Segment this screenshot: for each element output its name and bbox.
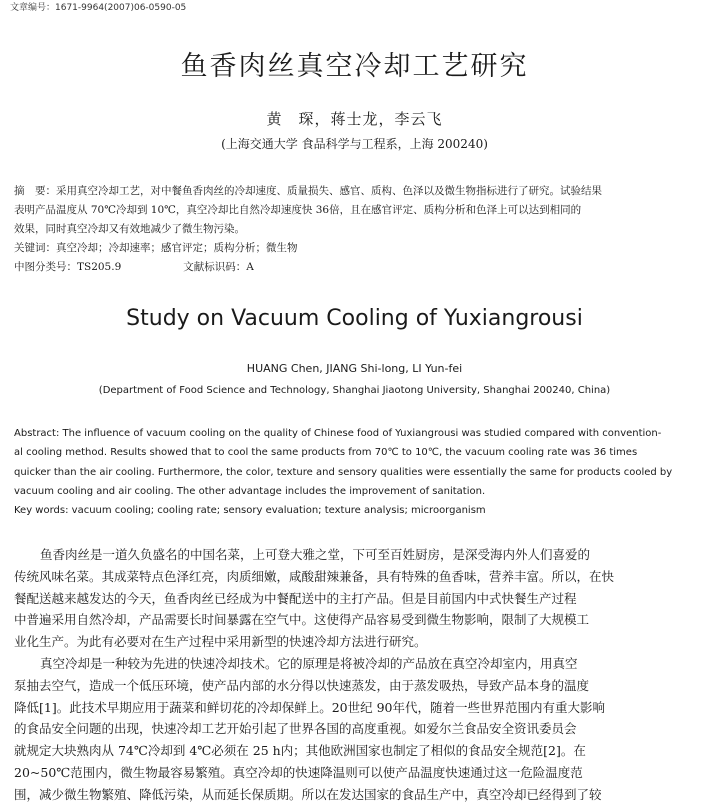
abstract-line: 摘 要：采用真空冷却工艺，对中餐鱼香肉丝的冷却速度、质量损失、感官、质构、色泽以及微生物指标进行了研究。试验结果: [14, 185, 602, 197]
abstract-line: quicker than the air cooling. Furthermore, the color, texture and sensory qualities were essentially the same for products cooled by: [14, 466, 673, 478]
body-line: 传统风味名菜。其成菜特点色泽红亮，肉质细嫩，咸酸甜辣兼备，具有特殊的鱼香味，营养丰富。所以，在快: [14, 568, 615, 584]
body-line: 降低[1]。此技术早期应用于蔬菜和鲜切花的冷却保鲜上。20世纪 90年代，随着一些世界范围内有重大影响: [14, 699, 605, 715]
classification-row: [14, 258, 698, 277]
abstract-line: 效果，同时真空冷却又有效地减少了微生物污染。: [14, 223, 245, 235]
english-title: Study on Vacuum Cooling of Yuxiangrousi: [126, 306, 583, 331]
english-authors: HUANG Chen, JIANG Shi-long, LI Yun-fei: [246, 362, 463, 375]
chinese-affiliation: (上海交通大学 食品科学与工程系，上海 200240): [221, 137, 488, 151]
body-line: 餐配送越来越发达的今天，鱼香肉丝已经成为中餐配送中的主打产品。但是目前国内中式快餐生产过程: [14, 590, 577, 606]
chinese-keywords: 关键词：真空冷却；冷却速率；感官评定；质构分析；微生物: [14, 242, 298, 254]
abstract-line: Abstract: The influence of vacuum cooling on the quality of Chinese food of Yuxiangrousi was studied compared with convention-: [14, 428, 662, 439]
chinese-authors: 黄 琛，蒋士龙，李云飞: [266, 110, 443, 128]
english-affiliation: (Department of Food Science and Technology, Shanghai Jiaotong University, Shanghai 200240, China): [98, 385, 611, 396]
body-line: 鱼香肉丝是一道久负盛名的中国名菜，上可登大雅之堂，下可至百姓厨房，是深受海内外人们喜爱的: [40, 547, 591, 562]
body-line: 的食品安全问题的出现，快速冷却工艺开始引起了世界各国的高度重视。如爱尔兰食品安全资讯委员会: [14, 721, 577, 737]
body-text: [14, 544, 698, 806]
body-line: 真空冷却是一种较为先进的快速冷却技术。它的原理是将被冷却的产品放在真空冷却室内，用真空: [40, 655, 578, 671]
abstract-line: vacuum cooling and air cooling. The other advantage includes the improvement of sanitation.: [14, 485, 486, 497]
body-line: 中普遍采用自然冷却，产品需要长时间暴露在空气中。这使得产品容易受到微生物影响，限制了大规模工: [14, 612, 590, 628]
class-number: 中图分类号：TS205.9: [14, 261, 122, 273]
article-number: 文章编号：1671-9964(2007)06-0590-05: [10, 3, 187, 13]
english-keywords: Key words: vacuum cooling; cooling rate; sensory evaluation; texture analysis; microorganism: [14, 505, 486, 517]
abstract-line: 表明产品温度从 70℃冷却到 10℃，真空冷却比自然冷却速度快 36倍，且在感官评定、质构分析和色泽上可以达到相同的: [14, 204, 582, 216]
body-line: 就规定大块熟肉从 74℃冷却到 4℃必须在 25 h内；其他欧洲国家也制定了相似的食品安全规范[2]。在: [14, 743, 586, 759]
abstract-line: al cooling method. Results showed that to cool the same products from 70℃ to 10℃, the vacuum cooling rate was 36 times: [14, 447, 638, 459]
body-line: 业化生产。为此有必要对在生产过程中采用新型的快速冷却方法进行研究。: [14, 634, 427, 650]
english-abstract: [14, 424, 698, 520]
chinese-title: 鱼香肉丝真空冷却工艺研究: [180, 51, 529, 82]
chinese-abstract: [14, 182, 698, 277]
document-code: 文献标识码：A: [183, 261, 254, 273]
body-line: 围，减少微生物繁殖、降低污染，从而延长保质期。所以在发达国家的食品生产中，真空冷却已经得到了较: [14, 786, 602, 802]
body-line: 泵抽去空气，造成一个低压环境，使产品内部的水分得以快速蒸发，由于蒸发吸热，导致产品本身的温度: [14, 677, 590, 693]
body-line: 20~50℃范围内，微生物最容易繁殖。真空冷却的快速降温则可以使产品温度快速通过这一危险温度范: [14, 764, 583, 780]
